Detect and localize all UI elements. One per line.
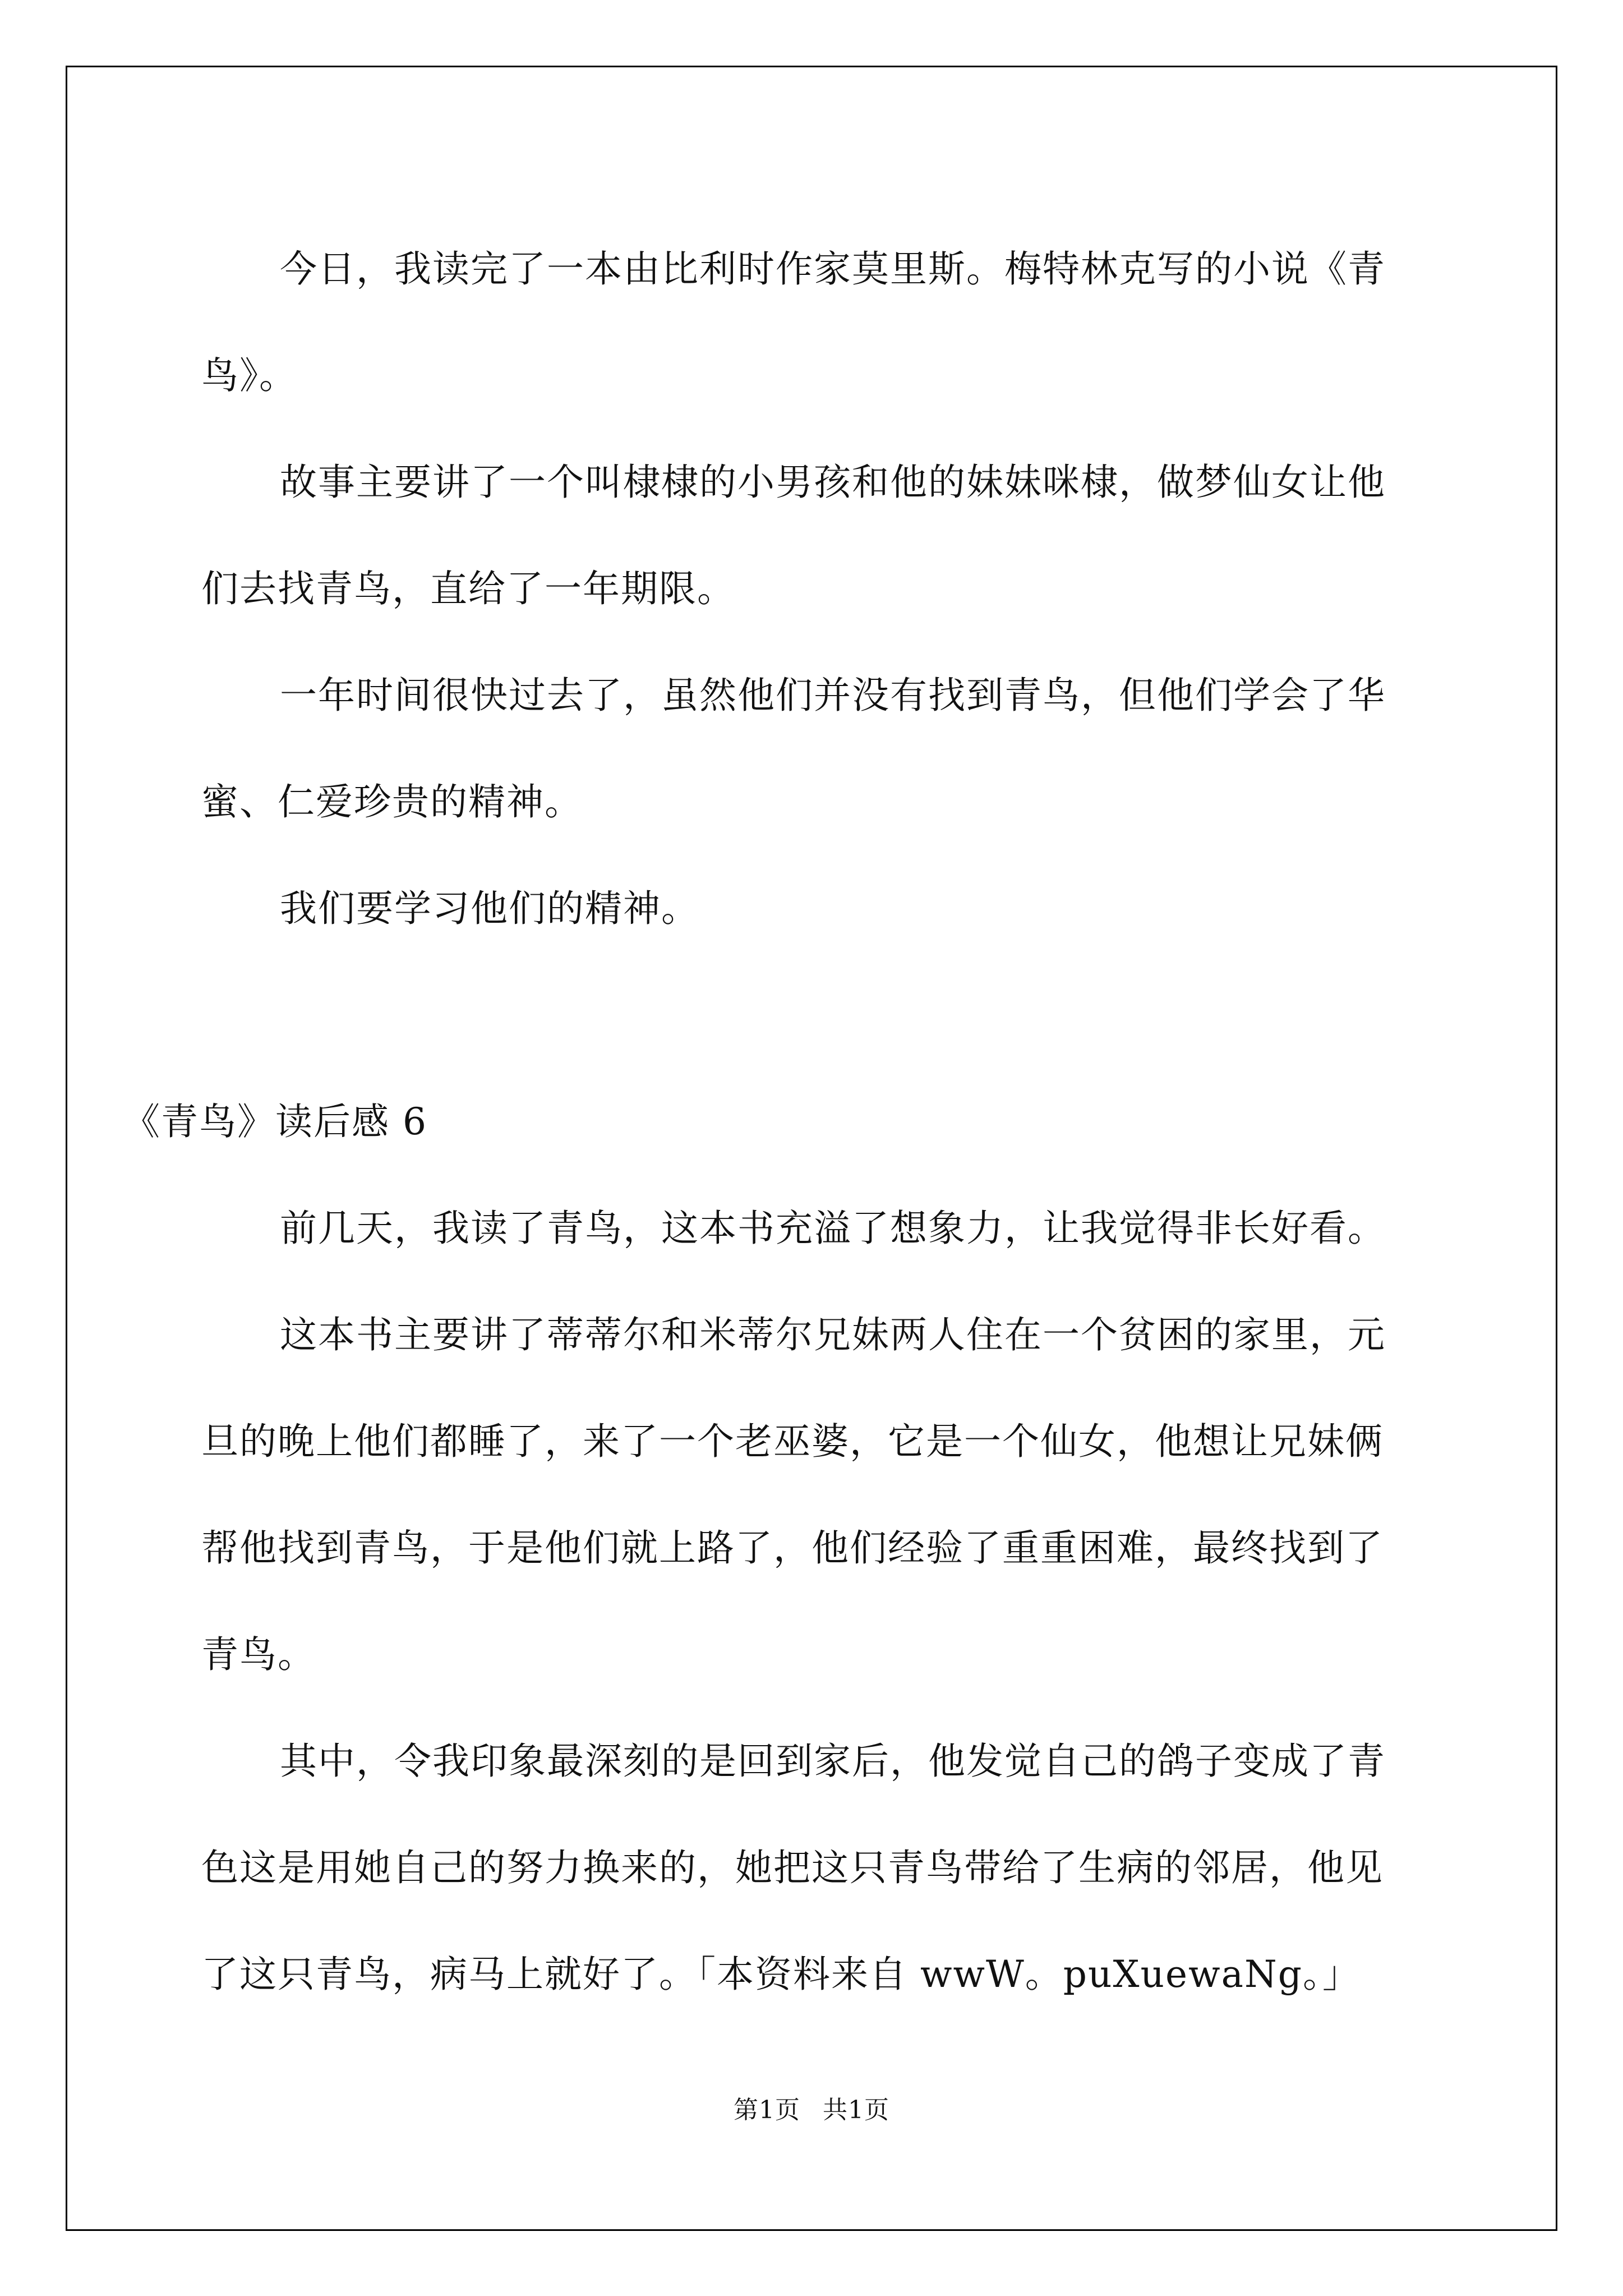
page-total: 共1页	[823, 2096, 889, 2124]
section-title: 《青鸟》读后感 6	[123, 1100, 427, 1143]
paragraph: 前几天，我读了青鸟，这本书充溢了想象力，让我觉得非长好看。	[280, 1207, 1386, 1250]
paragraph: 这本书主要讲了蒂蒂尔和米蒂尔兄妹两人住在一个贫困的家里，元旦的晚上他们都睡了，来了一个老巫婆，它是一个仙女，他想让兄妹俩帮他找到青鸟，于是他们就上路了，他们经验了重重困难，最终找到了青鸟。	[201, 1313, 1386, 1676]
page-number: 第1页	[734, 2096, 800, 2124]
section-spacer	[201, 962, 1418, 1069]
paragraph: 一年时间很快过去了，虽然他们并没有找到青鸟，但他们学会了华蜜、仁爱珍贵的精神。	[201, 674, 1386, 823]
paragraph: 故事主要讲了一个叫棣棣的小男孩和他的妹妹咪棣，做梦仙女让他们去找青鸟，直给了一年期限。	[201, 461, 1386, 610]
paragraph: 今日，我读完了一本由比利时作家莫里斯。梅特林克写的小说《青鸟》。	[201, 247, 1386, 397]
paragraph: 其中，令我印象最深刻的是回到家后，他发觉自己的鸽子变成了青色这是用她自己的努力换来的，她把这只青鸟带给了生病的邻居，他见了这只青鸟，病马上就好了。「本资料来自 wwW。puXuewaNg。」	[201, 1740, 1386, 1996]
page-footer	[0, 2090, 1623, 2125]
document-body	[123, 216, 1418, 2028]
paragraph: 我们要学习他们的精神。	[280, 887, 699, 930]
